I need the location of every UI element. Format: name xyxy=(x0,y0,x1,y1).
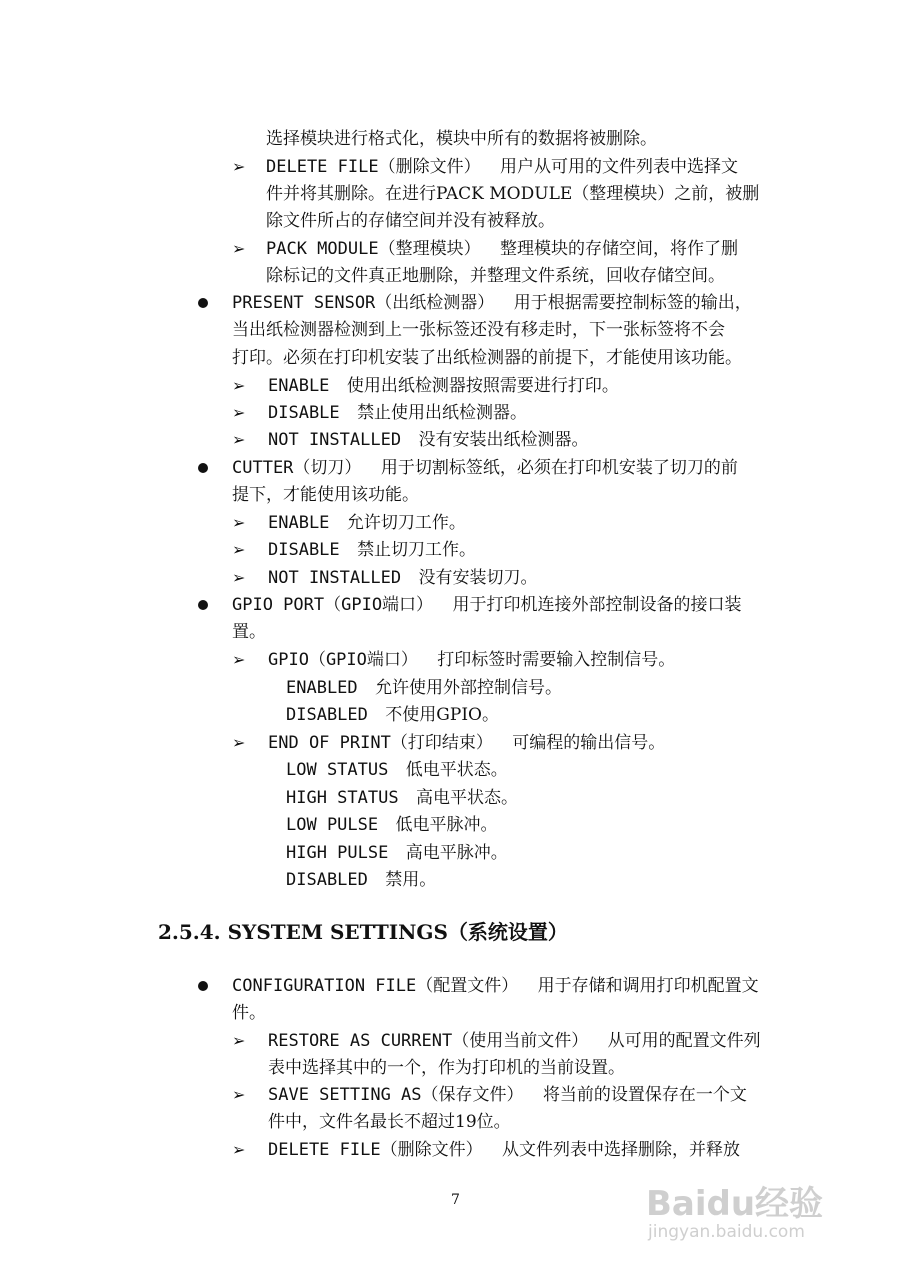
text-line xyxy=(286,813,498,837)
description: 允许切刀工作。 xyxy=(346,513,466,533)
arrow-bullet-icon: ➢ xyxy=(232,733,246,752)
term: NOT INSTALLED xyxy=(268,430,402,450)
baidu-watermark-logo: Baidu经验 xyxy=(646,1184,824,1224)
text-line xyxy=(266,237,738,261)
arrow-bullet-icon: ➢ xyxy=(232,540,246,559)
description: 用于切割标签纸，必须在打印机安装了切刀的前 xyxy=(380,458,738,478)
text-line xyxy=(268,1138,740,1162)
description: 高电平脉冲。 xyxy=(405,843,508,863)
text-line: 置。 xyxy=(232,622,266,642)
term: DISABLED xyxy=(286,870,368,890)
text-line xyxy=(268,401,527,425)
term: ENABLE xyxy=(268,376,330,396)
text-line: 表中选择其中的一个，作为打印机的当前设置。 xyxy=(268,1058,625,1078)
bullet-dot-icon xyxy=(198,298,208,308)
text-line xyxy=(286,868,436,892)
term: DELETE FILE（删除文件） xyxy=(266,157,481,177)
text-line xyxy=(232,456,738,480)
description: 禁止使用出纸检测器。 xyxy=(357,403,528,423)
description: 用于根据需要控制标签的输出， xyxy=(513,293,752,313)
arrow-bullet-icon: ➢ xyxy=(232,568,246,587)
description: 禁止切刀工作。 xyxy=(357,540,477,560)
term: PRESENT SENSOR（出纸检测器） xyxy=(232,293,495,313)
term: DISABLE xyxy=(268,403,340,423)
description: 禁用。 xyxy=(385,870,437,890)
description: 没有安装出纸检测器。 xyxy=(418,430,589,450)
text-line xyxy=(232,291,752,315)
description: 用于存储和调用打印机配置文 xyxy=(537,976,759,996)
text-line xyxy=(268,1083,747,1107)
text-line xyxy=(268,538,476,562)
description: 可编程的输出信号。 xyxy=(512,733,666,753)
term: END OF PRINT（打印结束） xyxy=(268,733,493,753)
text-line xyxy=(268,374,619,398)
description: 低电平脉冲。 xyxy=(395,815,498,835)
bullet-dot-icon xyxy=(198,981,208,991)
term: NOT INSTALLED xyxy=(268,568,402,588)
arrow-bullet-icon: ➢ xyxy=(232,403,246,422)
description: 高电平状态。 xyxy=(416,788,518,808)
term: LOW STATUS xyxy=(286,760,389,780)
description: 用于打印机连接外部控制设备的接口装 xyxy=(452,595,742,615)
description: 不使用GPIO。 xyxy=(385,705,499,725)
description: 使用出纸检测器按照需要进行打印。 xyxy=(346,376,619,396)
text-line: 提下，才能使用该功能。 xyxy=(232,485,419,505)
term: GPIO（GPIO端口） xyxy=(268,650,418,670)
arrow-bullet-icon: ➢ xyxy=(232,430,246,449)
text-line: 件并将其删除。在进行PACK MODULE（整理模块）之前，被删 xyxy=(266,184,760,204)
page-number: 7 xyxy=(451,1192,460,1208)
text-line: 件中，文件名最长不超过19位。 xyxy=(268,1112,511,1132)
term: CONFIGURATION FILE（配置文件） xyxy=(232,976,519,996)
bullet-dot-icon xyxy=(198,463,208,473)
text-line: 当出纸检测器检测到上一张标签还没有移走时，下一张标签将不会 xyxy=(232,320,725,340)
arrow-bullet-icon: ➢ xyxy=(232,1140,246,1159)
text-line xyxy=(232,974,759,998)
term: DISABLE xyxy=(268,540,340,560)
text-line xyxy=(286,841,508,865)
description: 将当前的设置保存在一个文 xyxy=(542,1085,747,1105)
text-line xyxy=(268,1029,761,1053)
text-line xyxy=(232,593,741,617)
term: ENABLE xyxy=(268,513,330,533)
description: 用户从可用的文件列表中选择文 xyxy=(500,157,738,177)
term: HIGH STATUS xyxy=(286,788,399,808)
text-line xyxy=(268,566,537,590)
term: CUTTER（切刀） xyxy=(232,458,362,478)
text-line: 件。 xyxy=(232,1003,266,1023)
term: SAVE SETTING AS（保存文件） xyxy=(268,1085,524,1105)
term: HIGH PULSE xyxy=(286,843,389,863)
arrow-bullet-icon: ➢ xyxy=(232,239,246,258)
description: 从文件列表中选择删除，并释放 xyxy=(502,1140,740,1160)
section-heading: 2.5.4. SYSTEM SETTINGS（系统设置） xyxy=(158,920,568,944)
arrow-bullet-icon: ➢ xyxy=(232,157,246,176)
text-line xyxy=(268,511,466,535)
text-line: 除标记的文件真正地删除，并整理文件系统，回收存储空间。 xyxy=(266,266,725,286)
text-line xyxy=(268,428,588,452)
watermark-url: jingyan.baidu.com xyxy=(648,1222,805,1242)
term: LOW PULSE xyxy=(286,815,379,835)
text-line xyxy=(286,758,508,782)
text-line xyxy=(286,786,518,810)
text-line: 打印。必须在打印机安装了出纸检测器的前提下，才能使用该功能。 xyxy=(232,348,742,368)
arrow-bullet-icon: ➢ xyxy=(232,376,246,395)
text-line: 选择模块进行格式化，模块中所有的数据将被删除。 xyxy=(266,129,657,149)
text-line xyxy=(266,155,738,179)
text-line xyxy=(268,648,675,672)
term: PACK MODULE（整理模块） xyxy=(266,239,481,259)
description: 从可用的配置文件列 xyxy=(607,1031,761,1051)
text-line xyxy=(286,703,499,727)
term: ENABLED xyxy=(286,678,358,698)
description: 打印标签时需要输入控制信号。 xyxy=(437,650,676,670)
term: RESTORE AS CURRENT（使用当前文件） xyxy=(268,1031,589,1051)
arrow-bullet-icon: ➢ xyxy=(232,1085,246,1104)
description: 低电平状态。 xyxy=(405,760,508,780)
bullet-dot-icon xyxy=(198,600,208,610)
arrow-bullet-icon: ➢ xyxy=(232,650,246,669)
description: 整理模块的存储空间，将作了删 xyxy=(500,239,738,259)
text-line xyxy=(286,676,562,700)
term: DELETE FILE（删除文件） xyxy=(268,1140,483,1160)
description: 允许使用外部控制信号。 xyxy=(375,678,563,698)
term: GPIO PORT（GPIO端口） xyxy=(232,595,434,615)
text-line: 除文件所占的存储空间并没有被释放。 xyxy=(266,211,555,231)
arrow-bullet-icon: ➢ xyxy=(232,1031,246,1050)
description: 没有安装切刀。 xyxy=(418,568,538,588)
term: DISABLED xyxy=(286,705,368,725)
text-line xyxy=(268,731,665,755)
arrow-bullet-icon: ➢ xyxy=(232,513,246,532)
